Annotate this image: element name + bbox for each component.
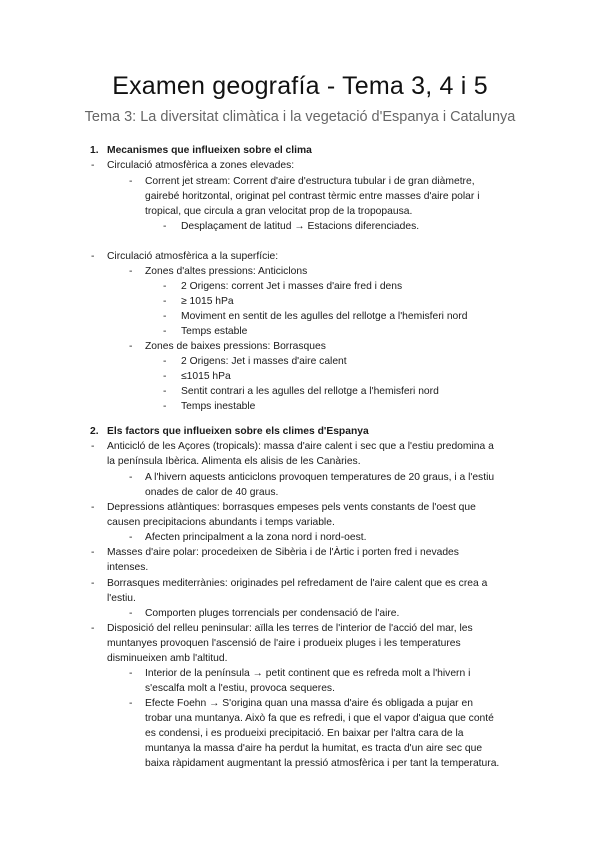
list-item: Circulació atmosfèrica a zones elevades:: [107, 160, 295, 171]
bullet-dash: -: [129, 668, 133, 679]
bullet-dash: -: [91, 251, 95, 262]
bullet-dash: -: [129, 176, 133, 187]
list-item-line: causen precipitacions abundants i temps variable.: [107, 517, 335, 528]
bullet-dash: -: [129, 341, 133, 352]
list-item: Sentit contrari a les agulles del rellotge a l'hemisferi nord: [181, 386, 439, 397]
list-item-line: Anticicló de les Açores (tropicals): massa d'aire calent i sec que a l'estiu predomina a: [107, 441, 494, 452]
list-item-line: disminueixen amb l'altitud.: [107, 653, 228, 664]
list-item-line: A l'hivern aquests anticiclons provoquen temperatures de 20 graus, i a l'estiu: [145, 472, 495, 483]
list-item-line: Interior de la península → petit continent que es refreda molt a l'hivern i: [145, 668, 471, 679]
bullet-dash: -: [91, 623, 95, 634]
list-item-line: es condensi, i es produeixi precipitació. En baixar per l'altra cara de la: [145, 728, 464, 739]
bullet-dash: -: [129, 698, 133, 709]
list-item-line: s'escalfa molt a l'estiu, provoca sequeres.: [145, 683, 335, 694]
bullet-dash: -: [163, 326, 167, 337]
list-item-line: intenses.: [107, 562, 149, 573]
bullet-dash: -: [163, 296, 167, 307]
list-item-line: l'estiu.: [107, 593, 136, 604]
list-item-line: Efecte Foehn → S'origina quan una massa d'aire és obligada a pujar en: [145, 698, 473, 709]
bullet-dash: -: [163, 401, 167, 412]
list-item-line: muntanya la massa d'aire ha perdut la humitat, es tracta d'un aire sec que: [145, 743, 483, 754]
section-heading: Mecanismes que influeixen sobre el clima: [107, 145, 312, 156]
list-item-line: baixa ràpidament augmentant la pressió atmosfèrica i per tant la temperatura.: [145, 758, 500, 769]
bullet-dash: -: [163, 221, 167, 232]
bullet-dash: -: [91, 502, 95, 513]
bullet-dash: -: [91, 441, 95, 452]
bullet-dash: -: [129, 472, 133, 483]
list-item-line: Corrent jet stream: Corrent d'aire d'estructura tubular i de gran diàmetre,: [145, 176, 475, 187]
bullet-dash: -: [163, 356, 167, 367]
list-item: Temps inestable: [181, 401, 256, 412]
list-item-line: Masses d'aire polar: procedeixen de Sibèria i de l'Àrtic i porten fred i nevades: [107, 547, 459, 558]
bullet-dash: -: [91, 578, 95, 589]
list-item-line: Depressions atlàntiques: borrasques empeses pels vents constants de l'oest que: [107, 502, 476, 513]
section-number: 2.: [90, 426, 99, 437]
list-item: Afecten principalment a la zona nord i nord-oest.: [145, 532, 367, 543]
bullet-dash: -: [129, 532, 133, 543]
section-number: 1.: [90, 145, 99, 156]
list-item: ≤1015 hPa: [181, 371, 231, 382]
bullet-dash: -: [129, 266, 133, 277]
list-item: 2 Origens: Jet i masses d'aire calent: [181, 356, 347, 367]
bullet-dash: -: [91, 160, 95, 171]
list-item-line: Borrasques mediterrànies: originades pel refredament de l'aire calent que es crea a: [107, 578, 488, 589]
bullet-dash: -: [163, 371, 167, 382]
bullet-dash: -: [163, 386, 167, 397]
page-subtitle: Tema 3: La diversitat climàtica i la vegetació d'Espanya i Catalunya: [84, 109, 516, 125]
list-item: Comporten pluges torrencials per condensació de l'aire.: [145, 608, 400, 619]
list-item: Moviment en sentit de les agulles del rellotge a l'hemisferi nord: [181, 311, 468, 322]
bullet-dash: -: [163, 311, 167, 322]
list-item: ≥ 1015 hPa: [181, 296, 234, 307]
list-item-line: onades de calor de 40 graus.: [145, 487, 279, 498]
page-title: Examen geografía - Tema 3, 4 i 5: [112, 72, 488, 100]
list-item: Circulació atmosfèrica a la superfície:: [107, 251, 279, 262]
bullet-dash: -: [91, 547, 95, 558]
bullet-dash: -: [163, 281, 167, 292]
list-item-line: trobar una muntanya. Això fa que es refredi, i que el vapor d'aigua que conté: [145, 713, 494, 724]
list-item: Zones de baixes pressions: Borrasques: [145, 341, 326, 352]
list-item: Zones d'altes pressions: Anticiclons: [145, 266, 308, 277]
list-item-line: Disposició del relleu peninsular: aïlla les terres de l'interior de l'acció del mar, les: [107, 623, 473, 634]
list-item-line: la península Ibèrica. Alimenta els alisis de les Canàries.: [107, 456, 361, 467]
list-item-line: tropical, que circula a gran velocitat prop de la tropopausa.: [145, 206, 413, 217]
bullet-dash: -: [129, 608, 133, 619]
list-item-line: muntanyes provoquen l'ascensió de l'aire i produeix pluges i les temperatures: [107, 638, 461, 649]
list-item: Desplaçament de latitud → Estacions diferenciades.: [181, 221, 420, 232]
list-item: 2 Origens: corrent Jet i masses d'aire fred i dens: [181, 281, 403, 292]
list-item-line: gairebé horitzontal, originat pel contrast tèrmic entre masses d'aire polar i: [145, 191, 480, 202]
list-item: Temps estable: [181, 326, 248, 337]
section-heading: Els factors que influeixen sobre els climes d'Espanya: [107, 426, 369, 437]
